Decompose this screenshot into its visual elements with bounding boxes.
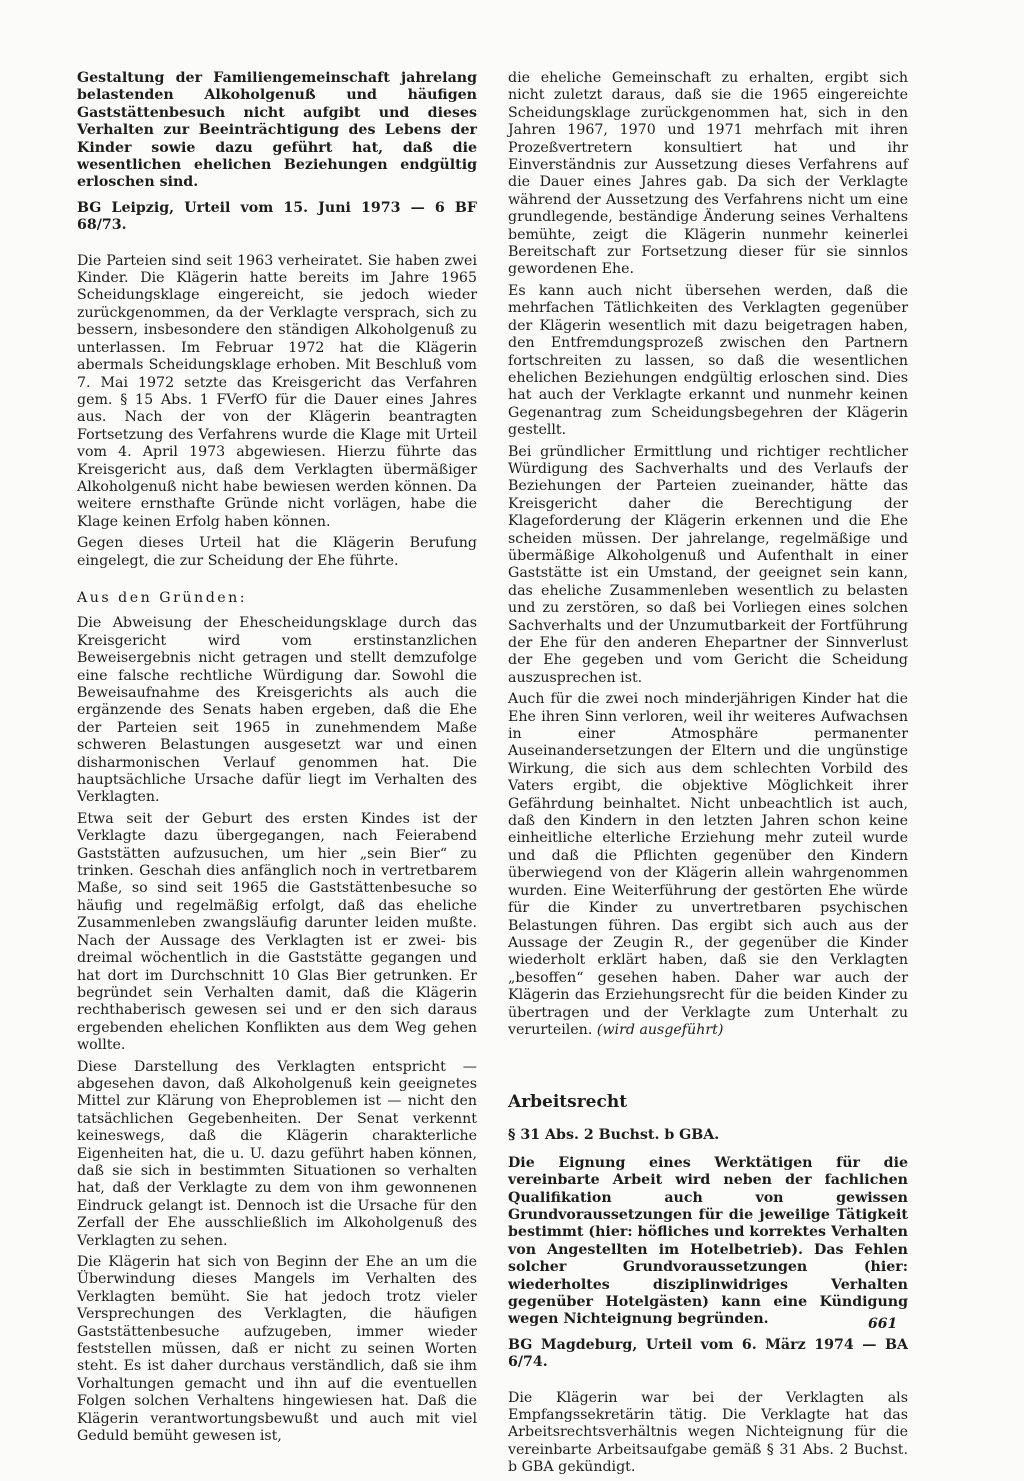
reasons-paragraph <box>508 691 908 1039</box>
omission-note: (wird ausgeführt) <box>596 1021 724 1038</box>
facts-paragraph: Gegen dieses Urteil hat die Klägerin Berufung eingelegt, die zur Scheidung der Ehe führte. <box>77 535 477 569</box>
reasons-paragraph: Die Klägerin hat sich von Beginn der Ehe an um die Überwindung dieses Mangels im Verhalten des Verklagten bemüht. Sie hat jedoch trotz vieler Versprechungen des Verklagten, die häufigen Gaststättenbesuche aufzugeben, immer wieder feststellen müssen, daß er nicht zu seinen Worten steht. Es ist daher durchaus verständlich, daß sie ihm Vorhaltungen gemacht und ihn auf die eventuellen Folgen solchen Verhaltens hingewiesen hat. Daß die Klägerin verantwortungsbewußt und auch mit viel Geduld bemüht gewesen ist, <box>77 1254 477 1445</box>
page-number: 661 <box>868 1316 898 1332</box>
reasons-text: Auch für die zwei noch minderjährigen Kinder hat die Ehe ihren Sinn verloren, weil ihr weiteres Aufwachsen in einer Atmosphäre permanenter Auseinandersetzungen der Eltern und die ungünstige Wirkung, die sich aus dem schlechten Vorbild des Vaters ergibt, die objektive Möglichkeit ihrer Gefährdung beinhaltet. Nicht unbeachtlich ist auch, daß den Kindern in den letzten Jahren schon keine einheitliche elterliche Erziehung mehr zuteil wurde und daß die Pflichten gegenüber den Kindern überwiegend von der Klägerin allein wahrgenommen wurden. Eine Weiterführung der gestörten Ehe würde für die Kinder zu unvertretbaren psychischen Belastungen führen. Das ergibt sich auch aus der Aussage der Zeugin R., der gegenüber die Kinder wiederholt erklärt haben, daß sie den Verklagten „besoffen“ gesehen haben. Daher war auch der Klägerin das Erziehungsrecht für die beiden Kinder zu übertragen und der Verklagte zum Unterhalt zu verurteilen. <box>508 691 908 1038</box>
reasons-paragraph: die eheliche Gemeinschaft zu erhalten, ergibt sich nicht zuletzt daraus, daß sie die 1965 eingereichte Scheidungsklage zurückgenommen hat, sich in den Jahren 1967, 1970 und 1971 mehrfach mit ihren Prozeßvertretern konsultiert hat und ihr Einverständnis zur Aussetzung dieses Verfahrens auf die Dauer eines Jahres gab. Da sich der Verklagte während der Aussetzung des Verfahrens nicht um eine grundlegende, beständige Änderung seines Verhaltens bemühte, zeigt die Klägerin nunmehr keinerlei Bereitschaft zur Fortsetzung dieser für sie sinnlos gewordenen Ehe. <box>508 70 908 278</box>
facts-paragraph: Die Klägerin war bei der Verklagten als Empfangssekretärin tätig. Die Verklagte hat das Arbeitsrechtsverhältnis wegen Nichteignung für die vereinbarte Arbeitsaufgabe gemäß § 31 Abs. 2 Buchst. b GBA gekündigt. <box>508 1389 908 1476</box>
left-column <box>77 70 477 1449</box>
reasons-paragraph: Die Abweisung der Ehescheidungsklage durch das Kreisgericht wird vom erstinstanzlichen Beweisergebnis nicht getragen und stellt demzufolge eine falsche rechtliche Würdigung dar. Sowohl die Beweisaufnahme des Kreisgerichts als auch die ergänzende des Senats haben ergeben, daß die Ehe der Parteien seit 1965 in zunehmendem Maße schweren Belastungen ausgesetzt war und einen disharmonischen Verlauf genommen hat. Die hauptsächliche Ursache dafür liegt im Verhalten des Verklagten. <box>77 615 477 806</box>
reasons-paragraph: Bei gründlicher Ermittlung und richtiger rechtlicher Würdigung des Sachverhalts und des Verlaufs der Beziehungen der Parteien zueinander, hätte das Kreisgericht daher die Berechtigung der Klageforderung der Klägerin erkennen und die Ehe scheiden müssen. Der jahrelange, regelmäßige und übermäßige Alkoholgenuß und Aufenthalt in einer Gaststätte ist ein Umstand, der geeignet sein kann, das eheliche Zusammenleben wesentlich zu belasten und zu zerstören, so daß bei Vorliegen eines solchen Sachverhalts und der Unzumutbarkeit der Fortführung der Ehe für den anderen Ehepartner der Sinnverlust der Ehe gegeben und vom Gericht die Scheidung auszusprechen ist. <box>508 443 908 686</box>
reasons-paragraph: Etwa seit der Geburt des ersten Kindes ist der Verklagte dazu übergegangen, nach Feierabend Gaststätten aufzusuchen, um hier „sein Bier“ zu trinken. Geschah dies anfänglich noch in vertretbarem Maße, so sind seit 1965 die Gaststättenbesuche so häufig und regelmäßig erfolgt, daß das eheliche Zusammenleben zwangsläufig darunter leiden mußte. Nach der Aussage des Verklagten ist er zwei- bis dreimal wöchentlich in die Gaststätte gegangen und hat dort im Durchschnitt 10 Glas Bier getrunken. Er begründet sein Verhalten damit, daß die Klägerin rechthaberisch gewesen sei und er den sich daraus ergebenden ehelichen Konflikten aus dem Weg gehen wollte. <box>77 810 477 1054</box>
section-title: Arbeitsrecht <box>508 1092 628 1113</box>
right-column <box>508 70 908 1481</box>
facts-paragraph: Die Parteien sind seit 1963 verheiratet. Sie haben zwei Kinder. Die Klägerin hatte bereits im Jahre 1965 Scheidungsklage eingereicht, sie jedoch wieder zurückgenommen, da der Verklagte versprach, sich zu bessern, insbesondere den ständigen Alkoholgenuß zu unterlassen. Im Februar 1972 hat die Klägerin abermals Scheidungsklage erhoben. Mit Beschluß vom 7. Mai 1972 setzte das Kreisgericht das Verfahren gem. § 15 Abs. 1 FVerfO für die Dauer eines Jahres aus. Nach der von der Klägerin beantragten Fortsetzung des Verfahrens wurde die Klage mit Urteil vom 4. April 1973 abgewiesen. Hierzu führte das Kreisgericht aus, daß dem Verklagten übermäßiger Alkoholgenuß nicht habe bewiesen werden können. Da weitere ernsthafte Gründe nicht vorlägen, habe die Klage keinen Erfolg haben können. <box>77 252 477 530</box>
decision-citation: BG Leipzig, Urteil vom 15. Juni 1973 — 6 BF 68/73. <box>77 199 477 234</box>
reasons-heading: Aus den Gründen: <box>77 589 248 606</box>
reasons-paragraph: Diese Darstellung des Verklagten entspricht — abgesehen davon, daß Alkoholgenuß kein geeignetes Mittel zur Klärung von Eheproblemen ist — nicht den tatsächlichen Gegebenheiten. Der Senat verkennt keineswegs, daß die Klägerin charakterliche Eigenheiten hat, die u. U. dazu geführt haben können, daß sie sich in bestimmten Situationen so verhalten hat, daß der Verklagte zu dem von ihm gewonnenen Eindruck gelangt ist. Dennoch ist die Ursache für den Zerfall der Ehe ausschließlich im Alkoholgenuß des Verklagten zu sehen. <box>77 1058 477 1249</box>
law-reference: § 31 Abs. 2 Buchst. b GBA. <box>508 1127 720 1144</box>
decision-headnote: Gestaltung der Familiengemeinschaft jahrelang belastenden Alkoholgenuß und häufigen Gaststättenbesuch nicht aufgibt und dieses Verhalten zur Beeinträchtigung des Lebens der Kinder sowie dazu geführt hat, daß die wesentlichen ehelichen Beziehungen endgültig erloschen sind. <box>77 70 477 191</box>
decision-headnote: Die Eignung eines Werktätigen für die vereinbarte Arbeit wird neben der fachlichen Qualifikation auch von gewissen Grundvoraussetzungen für die jeweilige Tätigkeit bestimmt (hier: höfliches und korrektes Verhalten von Angestellten im Hotelbetrieb). Das Fehlen solcher Grundvoraussetzungen (hier: wiederholtes disziplinwidriges Verhalten gegenüber Hotelgästen) kann eine Kündigung wegen Nichteignung begründen. <box>508 1154 908 1328</box>
decision-citation: BG Magdeburg, Urteil vom 6. März 1974 — BA 6/74. <box>508 1336 908 1371</box>
reasons-paragraph: Es kann auch nicht übersehen werden, daß die mehrfachen Tätlichkeiten des Verklagten gegenüber der Klägerin wesentlich mit dazu beigetragen haben, den Entfremdungsprozeß zwischen den Partnern fortschreiten zu lassen, so daß die wesentlichen ehelichen Beziehungen endgültig erloschen sind. Dies hat auch der Verklagte erkannt und nunmehr keinen Gegenantrag zum Scheidungsbegehren der Klägerin gestellt. <box>508 282 908 439</box>
